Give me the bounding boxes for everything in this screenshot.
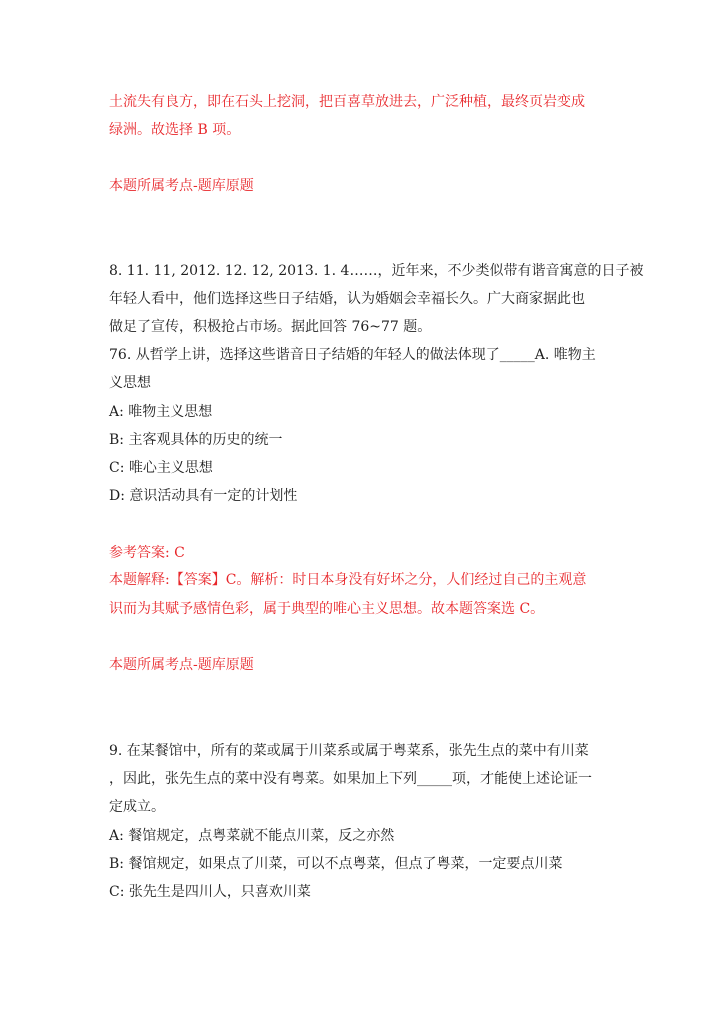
question-stem: 定成立。 xyxy=(109,799,165,815)
sub-question: 76. 从哲学上讲，选择这些谐音日子结婚的年轻人的做法体现了_____A. 唯物主 xyxy=(109,347,596,363)
explanation-text: 本题解释:【答案】C。解析：时日本身没有好坏之分，人们经过自己的主观意 xyxy=(109,572,587,588)
option-c: C: 张先生是四川人，只喜欢川菜 xyxy=(109,884,311,900)
option-c: C: 唯心主义思想 xyxy=(109,460,213,476)
question-stem: 年轻人看中，他们选择这些日子结婚，认为婚姻会幸福长久。广大商家据此也 xyxy=(109,291,585,307)
sub-question: 义思想 xyxy=(109,375,151,391)
source-tag: 本题所属考点-题库原题 xyxy=(109,178,254,194)
option-d: D: 意识活动具有一定的计划性 xyxy=(109,488,298,504)
option-b: B: 主客观具体的历史的统一 xyxy=(109,432,283,448)
explanation-text: 土流失有良方，即在石头上挖洞，把百喜草放进去，广泛种植，最终页岩变成 xyxy=(109,94,585,110)
option-a: A: 餐馆规定，点粤菜就不能点川菜，反之亦然 xyxy=(109,828,395,844)
explanation-text: 绿洲。故选择 B 项。 xyxy=(109,122,241,138)
explanation-text: 识而为其赋予感情色彩，属于典型的唯心主义思想。故本题答案选 C。 xyxy=(109,601,545,617)
question-stem: 8. 11. 11, 2012. 12. 12, 2013. 1. 4……，近年来，不少类似带有谐音寓意的日子被 xyxy=(109,263,644,279)
source-tag: 本题所属考点-题库原题 xyxy=(109,657,254,673)
option-a: A: 唯物主义思想 xyxy=(109,404,213,420)
question-stem: 做足了宣传，积极抢占市场。据此回答 76~77 题。 xyxy=(109,319,432,335)
answer-key: 参考答案: C xyxy=(109,545,185,561)
question-stem: ，因此，张先生点的菜中没有粤菜。如果加上下列_____项，才能使上述论证一 xyxy=(109,771,592,787)
question-stem: 9. 在某餐馆中，所有的菜或属于川菜系或属于粤菜系，张先生点的菜中有川菜 xyxy=(109,743,589,759)
option-b: B: 餐馆规定，如果点了川菜，可以不点粤菜，但点了粤菜，一定要点川菜 xyxy=(109,856,563,872)
